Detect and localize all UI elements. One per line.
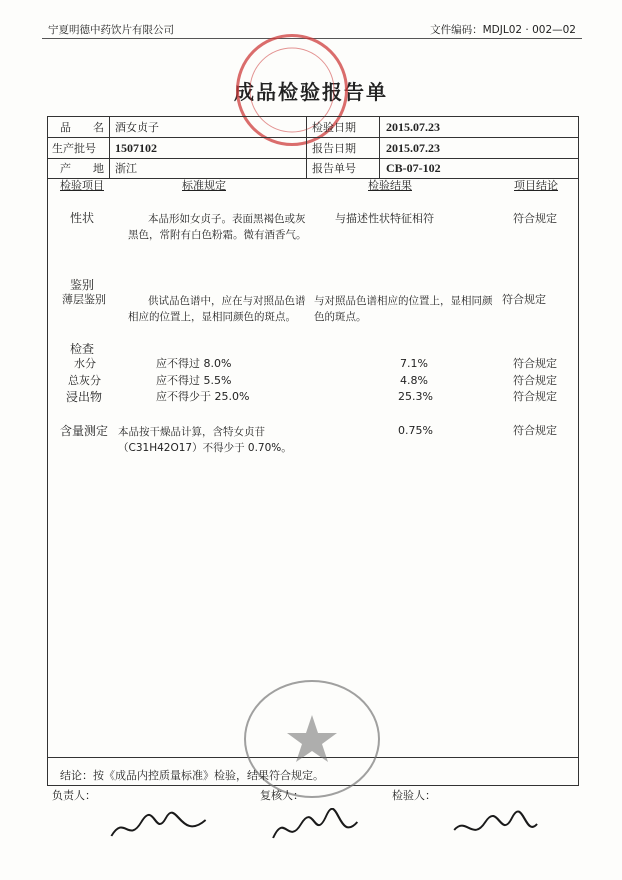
report-no-label: 报告单号 [312,162,356,175]
signature-scribble-icon [268,808,364,848]
origin-label: 产 地 [60,162,104,175]
responsible-label: 负责人： [52,789,96,802]
extract-item: 浸出物 [66,390,103,404]
inspector-label: 检验人： [392,789,436,802]
report-no-value: CB-07-102 [386,161,441,175]
assay-item: 含量测定 [60,424,109,438]
moisture-standard: 应不得过 8.0% [156,357,232,370]
star-icon [282,709,342,769]
assay-conclusion: 符合规定 [513,424,557,437]
table-line [48,137,578,138]
reviewer-signature [267,808,364,855]
table-line [109,117,110,178]
page-title: 成品检验报告单 [234,80,388,104]
identification-standard: 供试品色谱中，应在与对照品色谱相应的位置上，显相同颜色的斑点。 [128,295,306,323]
name-value: 酒女贞子 [115,121,159,134]
table-line [379,117,380,178]
column-result: 检验结果 [368,179,412,192]
moisture-result: 7.1% [400,357,428,370]
batch-value: 1507102 [115,141,157,155]
identification-result: 与对照品色谱相应的位置上，显相同颜色的斑点。 [314,295,493,323]
ash-item: 总灰分 [68,374,101,387]
extract-standard: 应不得少于 25.0% [156,390,250,403]
identification-title: 鉴别 [70,278,95,292]
trait-standard: 本品形如女贞子。表面黑褐色或灰黑色，常附有白色粉霜。微有酒香气。 [128,213,307,241]
table-line [48,178,578,179]
ash-conclusion: 符合规定 [513,374,557,387]
responsible-signature [105,808,212,855]
signature-scribble-icon [448,808,544,848]
trait-result: 与描述性状特征相符 [335,212,434,225]
check-title: 检查 [70,342,95,356]
trait-item: 性状 [70,211,95,225]
assay-standard: 本品按干燥品计算，含特女贞苷（C31H42O17）不得少于 0.70%。 [118,426,292,454]
moisture-conclusion: 符合规定 [513,357,557,370]
batch-label: 生产批号 [52,142,96,155]
extract-conclusion: 符合规定 [513,390,557,403]
report-date-value: 2015.07.23 [386,141,440,155]
trait-conclusion: 符合规定 [513,212,557,225]
report-date-label: 报告日期 [312,142,356,155]
inspect-date-label: 检验日期 [312,121,356,134]
moisture-item: 水分 [74,357,96,370]
name-label: 品 名 [60,121,104,134]
table-line [306,117,307,178]
table-line [48,158,578,159]
identification-item: 薄层鉴别 [62,293,106,306]
signature-scribble-icon [106,808,212,848]
column-standard: 标准规定 [182,179,226,192]
company-name: 宁夏明德中药饮片有限公司 [48,24,174,36]
column-conclusion: 项目结论 [514,179,558,192]
conclusion-text: 结论：按《成品内控质量标准》检验，结果符合规定。 [60,769,324,782]
inspect-date-value: 2015.07.23 [386,120,440,134]
identification-conclusion: 符合规定 [502,293,546,306]
reviewer-label: 复核人： [260,789,304,802]
document-code: 文件编码：MDJL02 · 002—02 [430,24,576,36]
inspector-signature [447,808,544,855]
ash-standard: 应不得过 5.5% [156,374,232,387]
column-item: 检验项目 [60,179,104,192]
extract-result: 25.3% [398,390,433,403]
assay-result: 0.75% [398,424,433,437]
origin-value: 浙江 [115,162,137,175]
ash-result: 4.8% [400,374,428,387]
